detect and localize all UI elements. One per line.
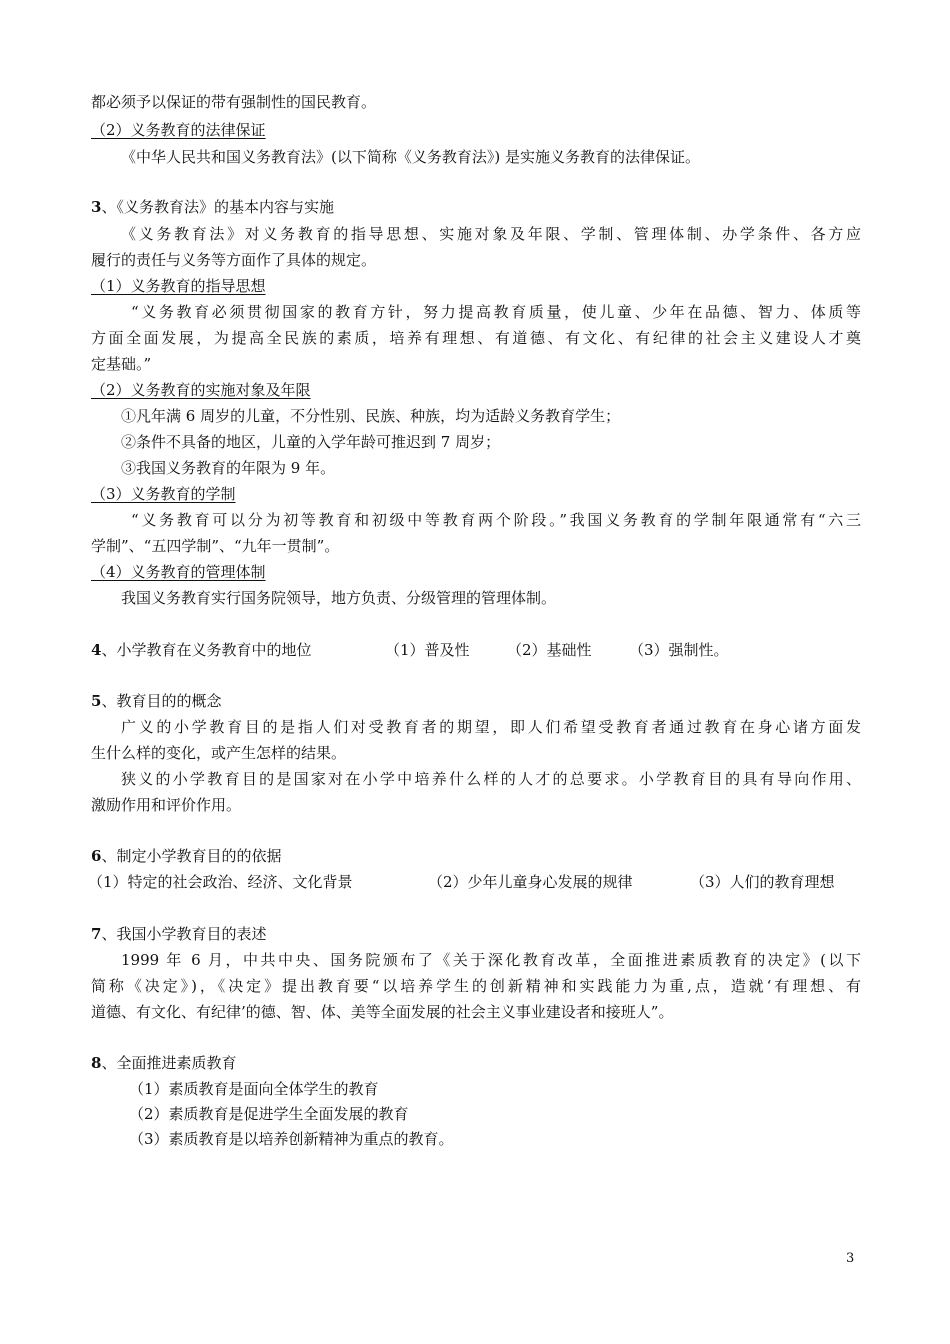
section-title: 、小学教育在义务教育中的地位 — [101, 641, 312, 659]
feature-compulsoriness: （3）强制性。 — [629, 641, 729, 659]
list-item: （2）素质教育是促进学生全面发展的教育 — [129, 1105, 409, 1123]
paragraph-line: 学制”、“五四学制”、“九年一贯制”。 — [91, 537, 340, 555]
paragraph-line: 方面全面发展，为提高全民族的素质，培养有理想、有道德、有文化、有纪律的社会主义建设人才奠 — [91, 329, 861, 347]
section-title: 、制定小学教育目的的依据 — [101, 847, 282, 865]
subheading-school-system: （3）义务教育的学制 — [91, 485, 236, 503]
list-item: （1）素质教育是面向全体学生的教育 — [129, 1080, 379, 1098]
subheading-legal-guarantee: （2）义务教育的法律保证 — [91, 121, 266, 139]
section-heading-5 — [91, 691, 221, 711]
paragraph-line: 简称《决定》)，《决定》提出教育要“以培养学生的创新精神和实践能力为重,点，造就‘有理想、有 — [91, 977, 861, 995]
paragraph-line: 狭义的小学教育目的是国家对在小学中培养什么样的人才的总要求。小学教育目的具有导向作用、 — [121, 770, 861, 788]
subheading-guiding-ideology: （1）义务教育的指导思想 — [91, 277, 266, 295]
section-title: 、全面推进素质教育 — [101, 1054, 237, 1072]
paragraph-line: 广义的小学教育目的是指人们对受教育者的期望，即人们希望受教育者通过教育在身心诸方面发 — [121, 718, 861, 736]
section-number: 7 — [91, 925, 102, 943]
page-number: 3 — [846, 1251, 855, 1266]
section-heading-4 — [91, 640, 311, 660]
section-heading-6 — [91, 846, 281, 866]
paragraph-line: 生什么样的变化，或产生怎样的结果。 — [91, 744, 347, 762]
feature-universality: （1）普及性 — [385, 641, 470, 659]
paragraph-line: “义务教育必须贯彻国家的教育方针，努力提高教育质量，使儿童、少年在品德、智力、体质等 — [131, 303, 861, 321]
feature-fundamentality: （2）基础性 — [507, 641, 592, 659]
list-item: ①凡年满 6 周岁的儿童，不分性别、民族、种族，均为适龄义务教育学生； — [121, 407, 621, 425]
subheading-target-and-duration: （2）义务教育的实施对象及年限 — [91, 381, 311, 399]
section-heading-3 — [91, 197, 334, 217]
section-heading-7 — [91, 924, 266, 944]
basis-educational-ideal: （3）人们的教育理想 — [690, 873, 835, 891]
section-number: 5 — [91, 692, 102, 710]
paragraph-line: 《义务教育法》对义务教育的指导思想、实施对象及年限、学制、管理体制、办学条件、各方应 — [121, 225, 861, 243]
paragraph-line: 我国义务教育实行国务院领导，地方负责、分级管理的管理体制。 — [121, 589, 557, 607]
section-number: 3 — [91, 198, 102, 216]
section-number: 8 — [91, 1054, 102, 1072]
paragraph-line: 道德、有文化、有纪律’的德、智、体、美等全面发展的社会主义事业建设者和接班人”。 — [91, 1003, 674, 1021]
subheading-management-system: （4）义务教育的管理体制 — [91, 563, 266, 581]
section-heading-8 — [91, 1053, 236, 1073]
section-title: 、我国小学教育目的表述 — [101, 925, 267, 943]
paragraph-line: “义务教育可以分为初等教育和初级中等教育两个阶段。”我国义务教育的学制年限通常有“六三 — [131, 511, 861, 529]
paragraph-line: 激励作用和评价作用。 — [91, 796, 242, 814]
paragraph-line: 定基础。” — [91, 355, 152, 373]
paragraph-line: 《中华人民共和国义务教育法》(以下简称《义务教育法》) 是实施义务教育的法律保证。 — [121, 148, 700, 166]
basis-development-law: （2）少年儿童身心发展的规律 — [428, 873, 633, 891]
section-number: 4 — [91, 641, 102, 659]
paragraph-line: 履行的责任与义务等方面作了具体的规定。 — [91, 251, 377, 269]
basis-social-background: （1）特定的社会政治、经济、文化背景 — [88, 873, 353, 891]
paragraph-line: 都必须予以保证的带有强制性的国民教育。 — [91, 93, 377, 111]
section-number: 6 — [91, 847, 102, 865]
section-title: 、《义务教育法》的基本内容与实施 — [101, 198, 334, 216]
list-item: ③我国义务教育的年限为 9 年。 — [121, 459, 336, 477]
list-item: （3）素质教育是以培养创新精神为重点的教育。 — [129, 1130, 454, 1148]
paragraph-line: 1999 年 6 月，中共中央、国务院颁布了《关于深化教育改革，全面推进素质教育的决定》(以下 — [121, 951, 861, 969]
section-title: 、教育目的的概念 — [101, 692, 222, 710]
list-item: ②条件不具备的地区，儿童的入学年龄可推迟到 7 周岁； — [121, 433, 501, 451]
